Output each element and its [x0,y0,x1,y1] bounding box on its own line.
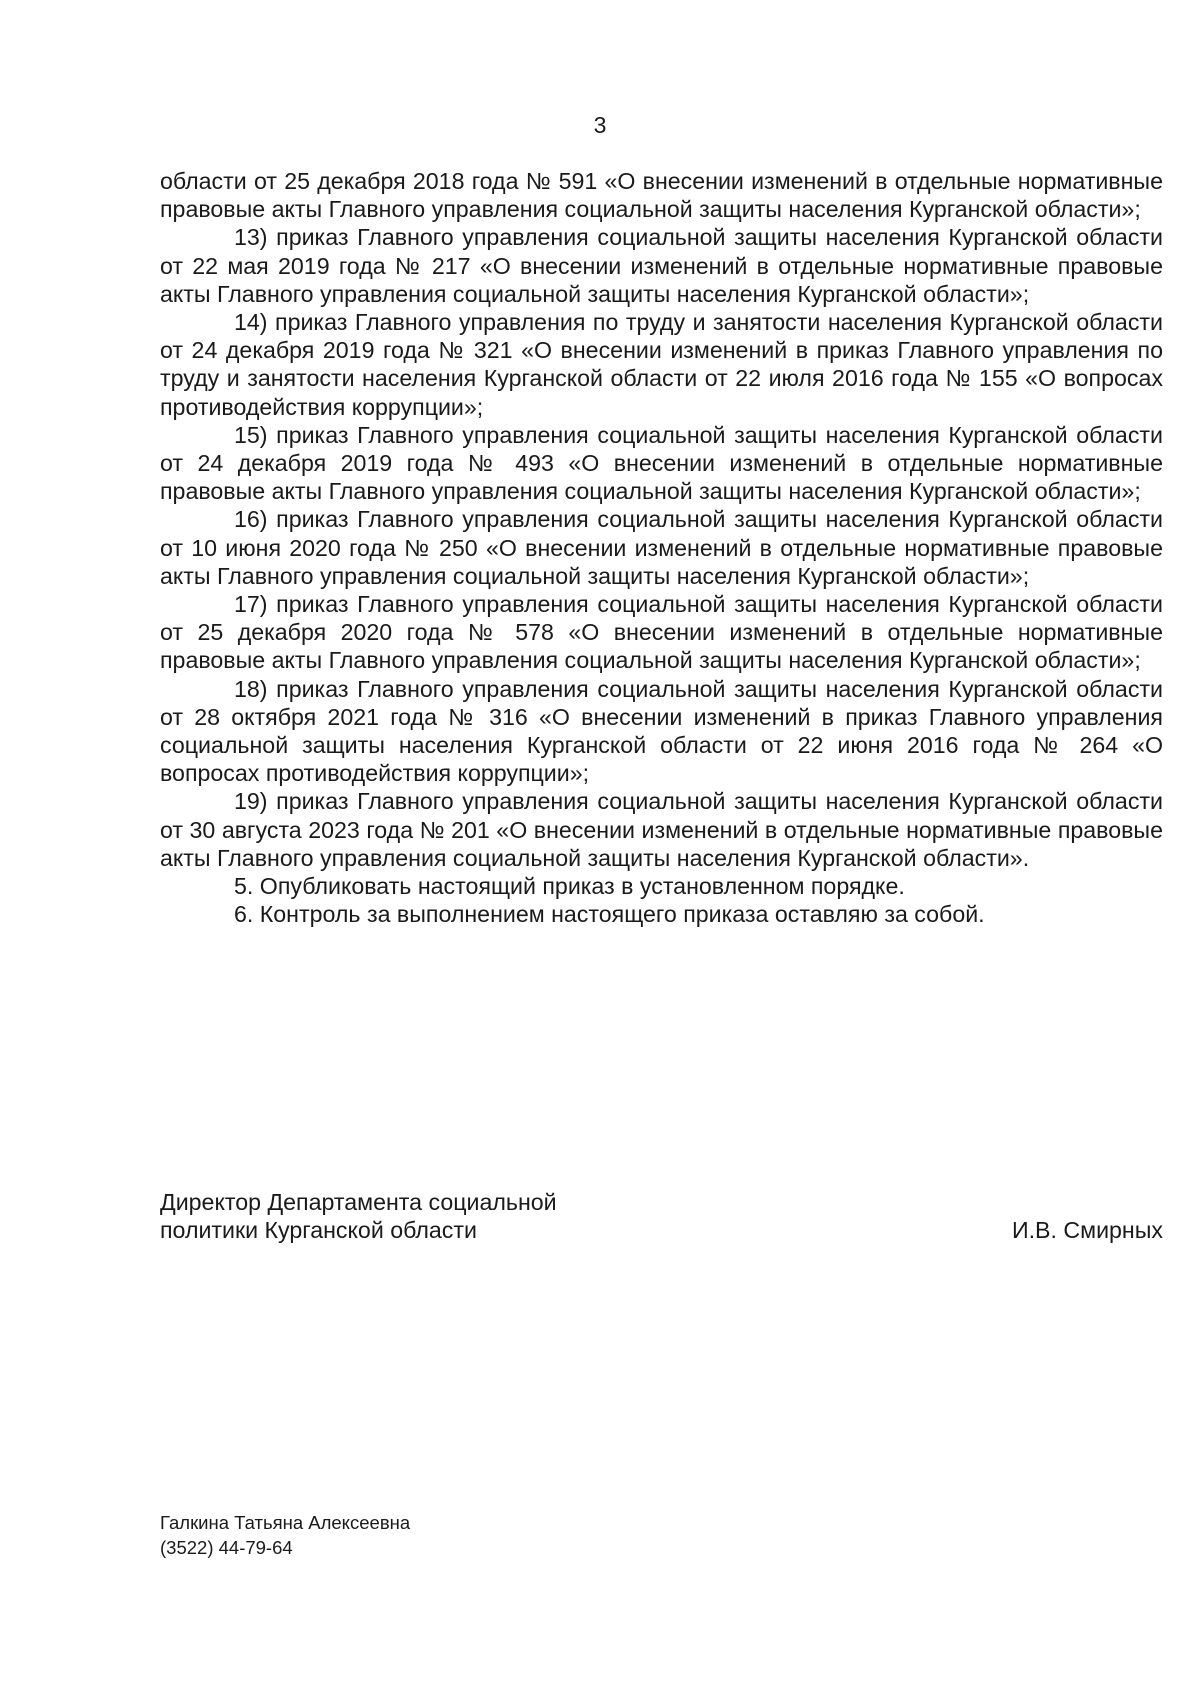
contact-block [160,1510,410,1560]
list-item-14: 14) приказ Главного управления по труду и занятости населения Курганской области от 24 декабря 2019 года № 321 «О внесении изменений в приказ Главного управления по труду и занятости населения Курганской области от 22 июля 2016 года № 155 «О вопросах противодействия коррупции»; [160,309,1163,420]
list-item-19: 19) приказ Главного управления социальной защиты населения Курганской области от 30 августа 2023 года № 201 «О внесении изменений в отдельные нормативные правовые акты Главного управления социальной защиты населения Курганской области». [160,788,1163,871]
point-6-control: 6. Контроль за выполнением настоящего приказа оставляю за собой. [234,901,985,928]
list-item-13: 13) приказ Главного управления социальной защиты населения Курганской области от 22 мая 2019 года № 217 «О внесении изменений в отдельные нормативные правовые акты Главного управления социальной защиты населения Курганской области»; [160,224,1163,307]
continuation-paragraph: области от 25 декабря 2018 года № 591 «О внесении изменений в отдельные нормативные правовые акты Главного управления социальной защиты населения Курганской области»; [160,168,1163,223]
signer-title-line-2: политики Курганской области [160,1217,477,1244]
list-item-16: 16) приказ Главного управления социальной защиты населения Курганской области от 10 июня 2020 года № 250 «О внесении изменений в отдельные нормативные правовые акты Главного управления социальной защиты населения Курганской области»; [160,506,1163,589]
list-item-15: 15) приказ Главного управления социальной защиты населения Курганской области от 24 декабря 2019 года № 493 «О внесении изменений в отдельные нормативные правовые акты Главного управления социальной защиты населения Курганской области»; [160,421,1163,505]
page-number: 3 [593,112,607,138]
signer-name: И.В. Смирных [1011,1217,1163,1243]
contact-phone: (3522) 44-79-64 [160,1537,293,1558]
document-body [160,167,1163,928]
contact-name: Галкина Татьяна Алексеевна [160,1512,411,1533]
point-5-publish: 5. Опубликовать настоящий приказ в установленном порядке. [234,873,905,900]
signer-title [160,1188,600,1244]
signer-title-line-1: Директор Департамента социальной [160,1189,557,1215]
signature-block [160,1188,1163,1244]
list-item-18: 18) приказ Главного управления социальной защиты населения Курганской области от 28 октября 2021 года № 316 «О внесении изменений в приказ Главного управления социальной защиты населения Курганской области от 22 июня 2016 года № 264 «О вопросах противодействия коррупции»; [160,675,1163,787]
list-item-17: 17) приказ Главного управления социальной защиты населения Курганской области от 25 декабря 2020 года № 578 «О внесении изменений в отдельные нормативные правовые акты Главного управления социальной защиты населения Курганской области»; [160,591,1163,674]
